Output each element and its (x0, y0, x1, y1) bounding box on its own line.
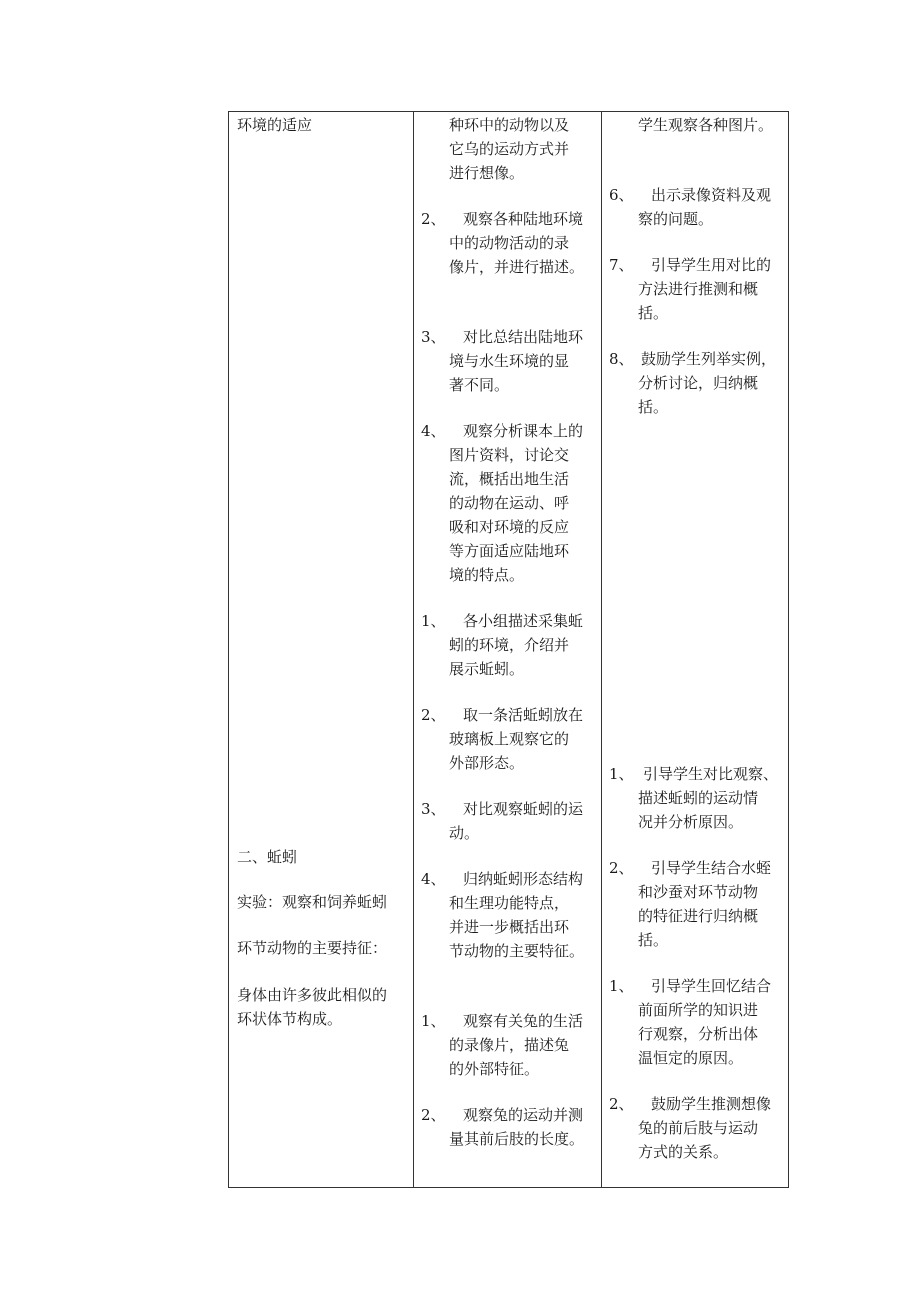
experiment-label: 实验：观察和饲养蚯蚓 (237, 893, 388, 911)
teacher-text: 鼓励学生列举实例， (641, 350, 777, 368)
list-number: 2、 (609, 859, 634, 877)
teacher-text: 的特征进行归纳概 (638, 907, 759, 925)
activity-text: 等方面适应陆地环 (449, 542, 570, 560)
list-number: 6、 (609, 186, 634, 204)
list-number: 2、 (421, 706, 446, 724)
activity-text: 和生理功能特点， (449, 894, 570, 912)
teacher-text: 引导学生用对比的 (651, 256, 772, 274)
list-number: 2、 (421, 210, 446, 228)
teacher-text: 鼓励学生推测想像 (651, 1095, 772, 1113)
section-title-environment: 环境的适应 (237, 116, 313, 134)
activity-text: 它乌的运动方式并 (449, 140, 570, 158)
teacher-text: 温恒定的原因。 (638, 1049, 744, 1067)
column-divider-2 (601, 112, 602, 1187)
teacher-text: 兔的前后肢与运动 (638, 1119, 759, 1137)
activity-text: 量其前后肢的长度。 (449, 1130, 585, 1148)
list-number: 1、 (421, 612, 446, 630)
teacher-text: 况并分析原因。 (638, 813, 744, 831)
activity-text: 对比观察蚯蚓的运 (463, 800, 584, 818)
activity-text: 取一条活蚯蚓放在 (463, 706, 584, 724)
list-number: 1、 (609, 977, 634, 995)
teacher-text: 方式的关系。 (638, 1143, 729, 1161)
activity-text: 蚓的环境，介绍并 (449, 636, 570, 654)
activity-text: 的动物在运动、呼 (449, 494, 570, 512)
teacher-text: 察的问题。 (638, 210, 714, 228)
activity-text: 吸和对环境的反应 (449, 518, 570, 536)
list-number: 4、 (421, 870, 446, 888)
activity-text: 观察兔的运动并测 (463, 1106, 584, 1124)
teacher-text: 行观察，分析出体 (638, 1025, 759, 1043)
activity-text: 的外部特征。 (449, 1060, 540, 1078)
teacher-text: 和沙蚕对环节动物 (638, 883, 759, 901)
list-number: 4、 (421, 422, 446, 440)
activity-text: 像片，并进行描述。 (449, 258, 585, 276)
activity-text: 节动物的主要特征。 (449, 942, 585, 960)
teacher-text: 出示录像资料及观 (651, 186, 772, 204)
list-number: 3、 (421, 328, 446, 346)
activity-text: 归纳蚯蚓形态结构 (463, 870, 584, 888)
list-number: 3、 (421, 800, 446, 818)
teacher-text: 括。 (638, 931, 669, 949)
activity-text: 对比总结出陆地环 (463, 328, 584, 346)
activity-text: 动。 (449, 824, 480, 842)
column-divider-1 (413, 112, 414, 1187)
teacher-text: 前面所学的知识进 (638, 1001, 759, 1019)
teacher-text: 学生观察各种图片。 (638, 116, 774, 134)
activity-text: 观察有关兔的生活 (463, 1012, 584, 1030)
feature-title: 环节动物的主要持征： (237, 939, 388, 957)
list-number: 1、 (421, 1012, 446, 1030)
activity-text: 的录像片，描述兔 (449, 1036, 570, 1054)
teacher-text: 分析讨论，归纳概 (638, 374, 759, 392)
teacher-text: 引导学生回忆结合 (651, 977, 772, 995)
feature-text: 环状体节构成。 (237, 1010, 343, 1028)
feature-text: 身体由许多彼此相似的 (237, 986, 388, 1004)
activity-text: 外部形态。 (449, 754, 525, 772)
activity-text: 玻璃板上观察它的 (449, 730, 570, 748)
activity-text: 进行想像。 (449, 164, 525, 182)
activity-text: 境的特点。 (449, 566, 525, 584)
section-title-earthworm: 二、蚯蚓 (237, 848, 298, 866)
activity-text: 流，概括出地生活 (449, 470, 570, 488)
list-number: 1、 (609, 765, 634, 783)
activity-text: 展示蚯蚓。 (449, 660, 525, 678)
activity-text: 境与水生环境的显 (449, 352, 570, 370)
teacher-text: 引导学生对比观察、 (643, 765, 779, 783)
activity-text: 种环中的动物以及 (449, 116, 570, 134)
teacher-text: 描述蚯蚓的运动情 (638, 789, 759, 807)
activity-text: 中的动物活动的录 (449, 234, 570, 252)
activity-text: 图片资料，讨论交 (449, 446, 570, 464)
list-number: 7、 (609, 256, 634, 274)
teacher-text: 括。 (638, 398, 669, 416)
activity-text: 观察各种陆地环境 (463, 210, 584, 228)
teacher-text: 括。 (638, 304, 669, 322)
activity-text: 并进一步概括出环 (449, 918, 570, 936)
teacher-text: 方法进行推测和概 (638, 280, 759, 298)
list-number: 8、 (609, 350, 634, 368)
activity-text: 著不同。 (449, 376, 510, 394)
list-number: 2、 (609, 1095, 634, 1113)
activity-text: 观察分析课本上的 (463, 422, 584, 440)
list-number: 2、 (421, 1106, 446, 1124)
teacher-text: 引导学生结合水蛭 (651, 859, 772, 877)
activity-text: 各小组描述采集蚯 (463, 612, 584, 630)
